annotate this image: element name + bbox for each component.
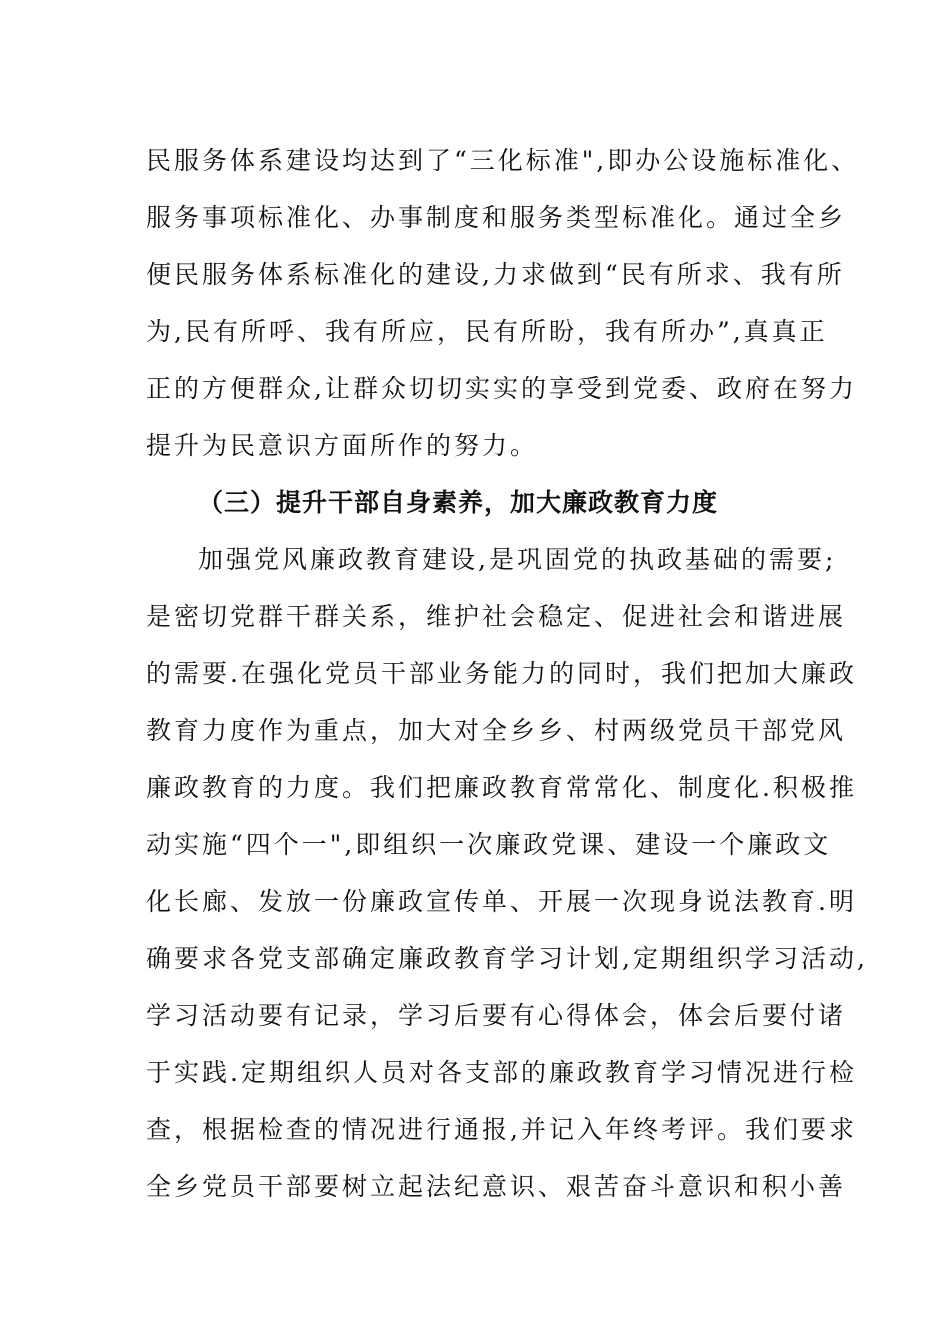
paragraph-line: 化长廊、发放一份廉政宣传单、开展一次现身说法教育.明 bbox=[146, 887, 857, 916]
paragraph-line: 加强党风廉政教育建设,是巩固党的执政基础的需要; bbox=[198, 545, 837, 574]
paragraph-line: 是密切党群干群关系，维护社会稳定、促进社会和谐进展 bbox=[146, 602, 847, 631]
paragraph-line: 为,民有所呼、我有所应，民有所盼，我有所办”,真真正 bbox=[146, 317, 828, 346]
paragraph-line: 便民服务体系标准化的建设,力求做到“民有所求、我有所 bbox=[146, 260, 845, 289]
paragraph-line: 正的方便群众,让群众切切实实的享受到党委、政府在努力 bbox=[146, 374, 857, 403]
paragraph-line: 服务事项标准化、办事制度和服务类型标准化。通过全乡 bbox=[146, 203, 847, 232]
paragraph-line: 的需要.在强化党员干部业务能力的同时，我们把加大廉政 bbox=[146, 659, 857, 688]
paragraph-line: 动实施“四个一",即组织一次廉政党课、建设一个廉政文 bbox=[146, 830, 832, 859]
section-heading: （三）提升干部自身素养，加大廉政教育力度 bbox=[198, 488, 719, 517]
paragraph-line: 提升为民意识方面所作的努力。 bbox=[146, 431, 539, 460]
paragraph-line: 于实践.定期组织人员对各支部的廉政教育学习情况进行检 bbox=[146, 1058, 857, 1087]
paragraph-line: 学习活动要有记录，学习后要有心得体会，体会后要付诸 bbox=[146, 1001, 847, 1030]
paragraph-line: 民服务体系建设均达到了“三化标准",即办公设施标准化、 bbox=[146, 146, 860, 175]
paragraph-line: 廉政教育的力度。我们把廉政教育常常化、制度化.积极推 bbox=[146, 773, 857, 802]
paragraph-line: 全乡党员干部要树立起法纪意识、艰苦奋斗意识和积小善 bbox=[146, 1172, 847, 1201]
paragraph-line: 确要求各党支部确定廉政教育学习计划,定期组织学习活动, bbox=[146, 944, 868, 973]
paragraph-line: 教育力度作为重点，加大对全乡乡、村两级党员干部党风 bbox=[146, 716, 847, 745]
paragraph-line: 查，根据检查的情况进行通报,并记入年终考评。我们要求 bbox=[146, 1115, 857, 1144]
